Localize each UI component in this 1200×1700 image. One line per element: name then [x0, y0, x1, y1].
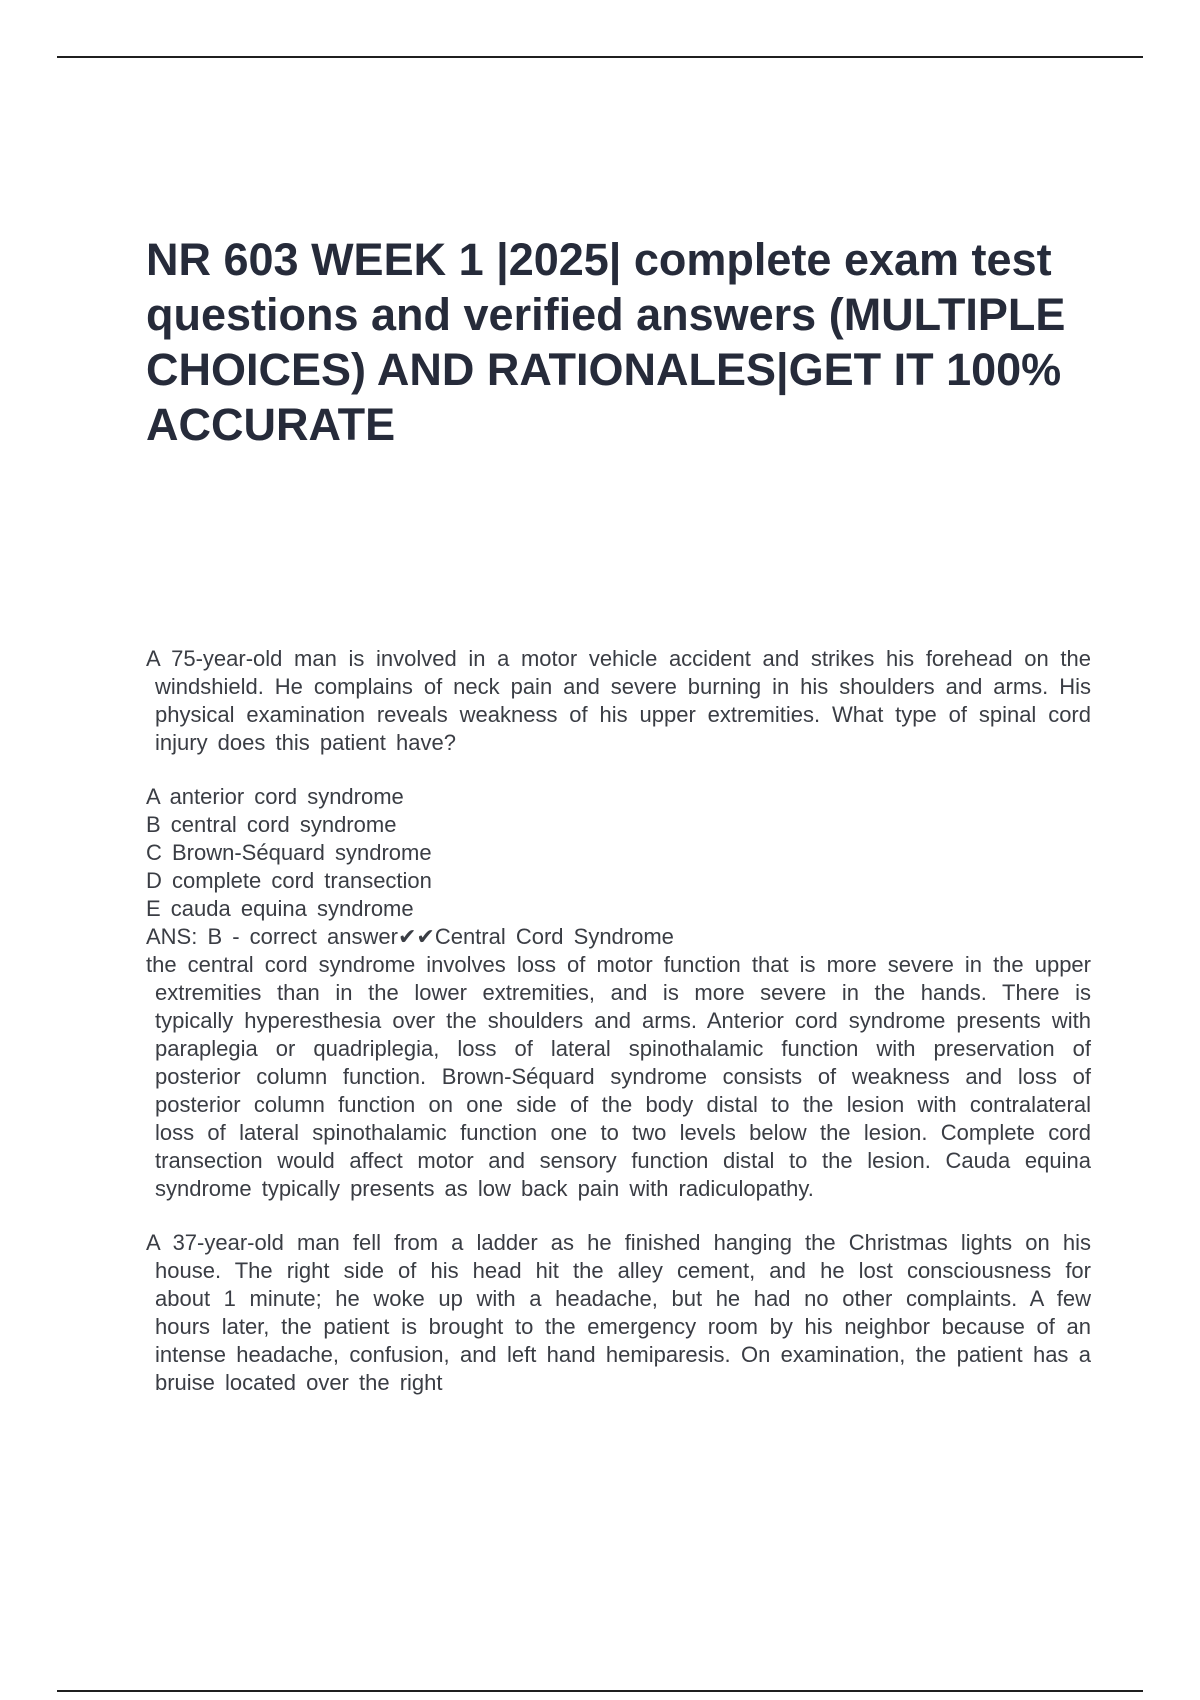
spacer: [146, 1203, 1091, 1229]
document-title: NR 603 WEEK 1 |2025| complete exam test questions and verified answers (MULTIPLE CHOICES) AND RATIONALES|GET IT 100% ACCURATE: [146, 234, 1066, 450]
option-e: E cauda equina syndrome: [146, 896, 414, 921]
question-1-stem: A 75-year-old man is involved in a motor vehicle accident and strikes his forehead on the windshield. He complains of neck pain and severe burning in his shoulders and arms. His physical examination reveals weakness of his upper extremities. What type of spinal cord injury does this patient have?: [146, 646, 1091, 755]
question-2: [146, 1229, 1091, 1397]
bottom-rule: [57, 1690, 1143, 1692]
option-a: A anterior cord syndrome: [146, 784, 404, 809]
option-d: D complete cord transection: [146, 868, 432, 893]
option-b: B central cord syndrome: [146, 812, 397, 837]
question-1-rationale: the central cord syndrome involves loss of motor function that is more severe in the upper extremities than in the lower extremities, and is more severe in the hands. There is typically hyperesthesia over the shoulders and arms. Anterior cord syndrome presents with paraplegia or quadriplegia, loss of lateral spinothalamic function with preservation of posterior column function. Brown-Séquard syndrome consists of weakness and loss of posterior column function on one side of the body distal to the lesion with contralateral loss of lateral spinothalamic function one to two levels below the lesion. Complete cord transection would affect motor and sensory function distal to the lesion. Cauda equina syndrome typically presents as low back pain with radiculopathy.: [146, 952, 1091, 1201]
document-body: [146, 645, 1091, 1397]
question-1-options: [146, 783, 1091, 923]
option-c: C Brown-Séquard syndrome: [146, 840, 432, 865]
question-2-stem: A 37-year-old man fell from a ladder as he finished hanging the Christmas lights on his house. The right side of his head hit the alley cement, and he lost consciousness for about 1 minute; he woke up with a headache, but he had no other complaints. A few hours later, the patient is brought to the emergency room by his neighbor because of an intense headache, confusion, and left hand hemiparesis. On examination, the patient has a bruise located over the right: [146, 1230, 1091, 1395]
spacer: [146, 757, 1091, 783]
question-1: [146, 645, 1091, 1203]
question-1-answer: ANS: B - correct answer✔✔Central Cord Syndrome: [146, 924, 674, 949]
top-rule: [57, 56, 1143, 58]
